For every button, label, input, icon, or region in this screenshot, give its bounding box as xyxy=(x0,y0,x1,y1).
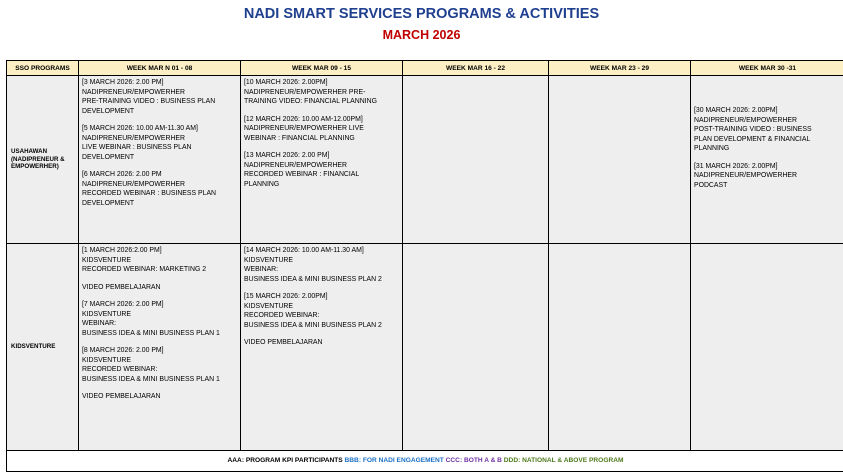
schedule-entry-line: VIDEO PEMBELAJARAN xyxy=(82,393,161,401)
legend xyxy=(7,451,843,472)
schedule-entry xyxy=(244,338,399,348)
schedule-entry-line: [3 MARCH 2026: 2.00 PM] xyxy=(82,79,164,86)
schedule-cell xyxy=(241,244,403,451)
program-cell-usahawan xyxy=(7,76,79,244)
schedule-entry-line: PLAN DEVELOPMENT & FINANCIAL xyxy=(694,135,811,143)
schedule-entry-line: NADIPRENEUR/EMPOWERHER PRE- xyxy=(244,88,366,96)
program-label-line: (NADIPRENEUR & xyxy=(11,155,65,163)
schedule-entry-line: [5 MARCH 2026: 10.00 AM-11.30 AM] xyxy=(82,125,198,133)
schedule-cell xyxy=(79,76,241,244)
schedule-entry-line: RECORDED WEBINAR : BUSINESS PLAN xyxy=(82,190,217,198)
program-label-line: KIDSVENTURE xyxy=(11,343,56,351)
schedule-entry xyxy=(82,246,237,275)
legend-item-bbb: BBB: FOR NADI ENGAGEMENT xyxy=(344,457,444,465)
schedule-entry-line: KIDSVENTURE xyxy=(82,310,132,318)
schedule-entry-line: TRAINING VIDEO: FINANCIAL PLANNING xyxy=(244,98,377,106)
schedule-entry xyxy=(82,346,237,384)
schedule-entry-line: [12 MARCH 2026: 10.00 AM-12.00PM] xyxy=(244,115,363,123)
schedule-entry xyxy=(82,78,237,116)
schedule-entry-line: NADIPRENEUR/EMPOWERHER xyxy=(82,88,185,96)
schedule-entry-line: KIDSVENTURE xyxy=(244,256,294,264)
schedule-entry-line: PLANNING xyxy=(694,145,730,153)
schedule-cell xyxy=(403,244,549,451)
column-header-week-1: WEEK MAR N 01 - 08 xyxy=(79,61,241,76)
schedule-entry-line: [30 MARCH 2026: 2.00PM] xyxy=(694,107,778,114)
table-row-kidsventure xyxy=(7,244,843,451)
schedule-entry xyxy=(244,292,399,330)
schedule-entry xyxy=(244,78,399,107)
column-header-programs: SSO PROGRAMS xyxy=(7,61,79,76)
schedule-table xyxy=(6,60,843,472)
schedule-entry-line: BUSINESS IDEA & MINI BUSINESS PLAN 2 xyxy=(244,275,382,283)
schedule-entry-line: NADIPRENEUR/EMPOWERHER xyxy=(82,134,185,142)
schedule-entry-line: POST-TRAINING VIDEO : BUSINESS xyxy=(694,126,812,134)
schedule-cell xyxy=(241,76,403,244)
schedule-entry-line: [8 MARCH 2026: 2.00 PM] xyxy=(82,347,164,355)
schedule-cell xyxy=(403,76,549,244)
schedule-entry-line: [7 MARCH 2026: 2.00 PM] xyxy=(82,301,164,309)
schedule-entry-line: [15 MARCH 2026: 2.00PM] xyxy=(244,293,328,301)
schedule-entry-line: BUSINESS IDEA & MINI BUSINESS PLAN 1 xyxy=(82,375,220,383)
schedule-entry xyxy=(694,106,841,154)
program-label-line: USAHAWAN xyxy=(11,147,48,155)
schedule-entry xyxy=(244,246,399,284)
schedule-entry xyxy=(244,115,399,144)
column-header-week-5: WEEK MAR 30 -31 xyxy=(691,61,843,76)
schedule-entry-line: VIDEO PEMBELAJARAN xyxy=(244,339,323,347)
schedule-entry xyxy=(694,162,841,191)
schedule-entry-line: WEBINAR: xyxy=(244,266,279,274)
legend-row xyxy=(7,451,843,472)
schedule-entry xyxy=(82,300,237,338)
schedule-entry-line: WEBINAR: xyxy=(82,320,117,328)
schedule-cell xyxy=(549,244,691,451)
header-row xyxy=(7,61,843,76)
schedule-entry-line: PLANNING xyxy=(244,180,280,188)
schedule-entry-line: BUSINESS IDEA & MINI BUSINESS PLAN 2 xyxy=(244,321,382,329)
schedule-entry-line: [13 MARCH 2026: 2.00 PM] xyxy=(244,152,330,160)
schedule-entry-line: NADIPRENEUR/EMPOWERHER xyxy=(82,180,185,188)
schedule-cell xyxy=(691,76,843,244)
schedule-entry-line: [14 MARCH 2026: 10.00 AM-11.30 AM] xyxy=(244,247,364,254)
schedule-entry-line: PRE-TRAINING VIDEO : BUSINESS PLAN xyxy=(82,98,216,106)
column-header-week-4: WEEK MAR 23 - 29 xyxy=(549,61,691,76)
schedule-entry-line: KIDSVENTURE xyxy=(82,356,132,364)
schedule-entry-line: [6 MARCH 2026: 2.00 PM xyxy=(82,171,162,179)
schedule-cell xyxy=(79,244,241,451)
schedule-entry-line: LIVE WEBINAR : BUSINESS PLAN xyxy=(82,144,192,152)
schedule-entry xyxy=(82,392,237,402)
schedule-entry xyxy=(244,151,399,189)
page-title: NADI SMART SERVICES PROGRAMS & ACTIVITIES xyxy=(243,6,600,22)
schedule-entry-line: RECORDED WEBINAR : FINANCIAL xyxy=(244,171,360,179)
program-label-line: EMPOWERHER) xyxy=(11,163,59,171)
program-cell-kidsventure xyxy=(7,244,79,451)
schedule-entry-line: RECORDED WEBINAR: xyxy=(82,366,158,374)
schedule-entry-line: [1 MARCH 2026:2.00 PM] xyxy=(82,247,162,254)
schedule-entry-line: RECORDED WEBINAR: MARKETING 2 xyxy=(82,266,207,274)
column-header-week-2: WEEK MAR 09 - 15 xyxy=(241,61,403,76)
schedule-entry xyxy=(82,170,237,208)
schedule-entry-line: BUSINESS IDEA & MINI BUSINESS PLAN 1 xyxy=(82,329,220,337)
schedule-entry-line: NADIPRENEUR/EMPOWERHER xyxy=(244,161,347,169)
schedule-entry xyxy=(82,124,237,162)
table-row-usahawan xyxy=(7,76,843,244)
legend-item-aaa: AAA: PROGRAM KPI PARTICIPANTS xyxy=(227,457,343,465)
schedule-entry-line: NADIPRENEUR/EMPOWERHER LIVE xyxy=(244,125,364,133)
schedule-entry-line: [31 MARCH 2026: 2.00PM] xyxy=(694,162,778,170)
page-subtitle-month: MARCH 2026 xyxy=(382,28,461,42)
legend-item-ccc: CCC: BOTH A & B xyxy=(445,457,502,465)
schedule-entry-line: VIDEO PEMBELAJARAN xyxy=(82,283,161,291)
schedule-entry-line: DEVELOPMENT xyxy=(82,153,135,161)
schedule-cell xyxy=(691,244,843,451)
schedule-entry xyxy=(82,283,237,293)
schedule-cell xyxy=(549,76,691,244)
legend-item-ddd: DDD: NATIONAL & ABOVE PROGRAM xyxy=(503,457,624,465)
column-header-week-3: WEEK MAR 16 - 22 xyxy=(403,61,549,76)
schedule-entry-line: [10 MARCH 2026: 2.00PM] xyxy=(244,79,328,86)
schedule-entry-line: NADIPRENEUR/EMPOWERHER xyxy=(694,172,797,180)
schedule-entry-line: DEVELOPMENT xyxy=(82,199,135,207)
schedule-entry-line: WEBINAR : FINANCIAL PLANNING xyxy=(244,134,355,142)
schedule-entry-line: NADIPRENEUR/EMPOWERHER xyxy=(694,116,797,124)
schedule-entry-line: RECORDED WEBINAR: xyxy=(244,312,320,320)
schedule-entry-line: PODCAST xyxy=(694,181,728,189)
schedule-entry-line: KIDSVENTURE xyxy=(82,256,132,264)
schedule-entry-line: KIDSVENTURE xyxy=(244,302,294,310)
schedule-entry-line: DEVELOPMENT xyxy=(82,107,135,115)
